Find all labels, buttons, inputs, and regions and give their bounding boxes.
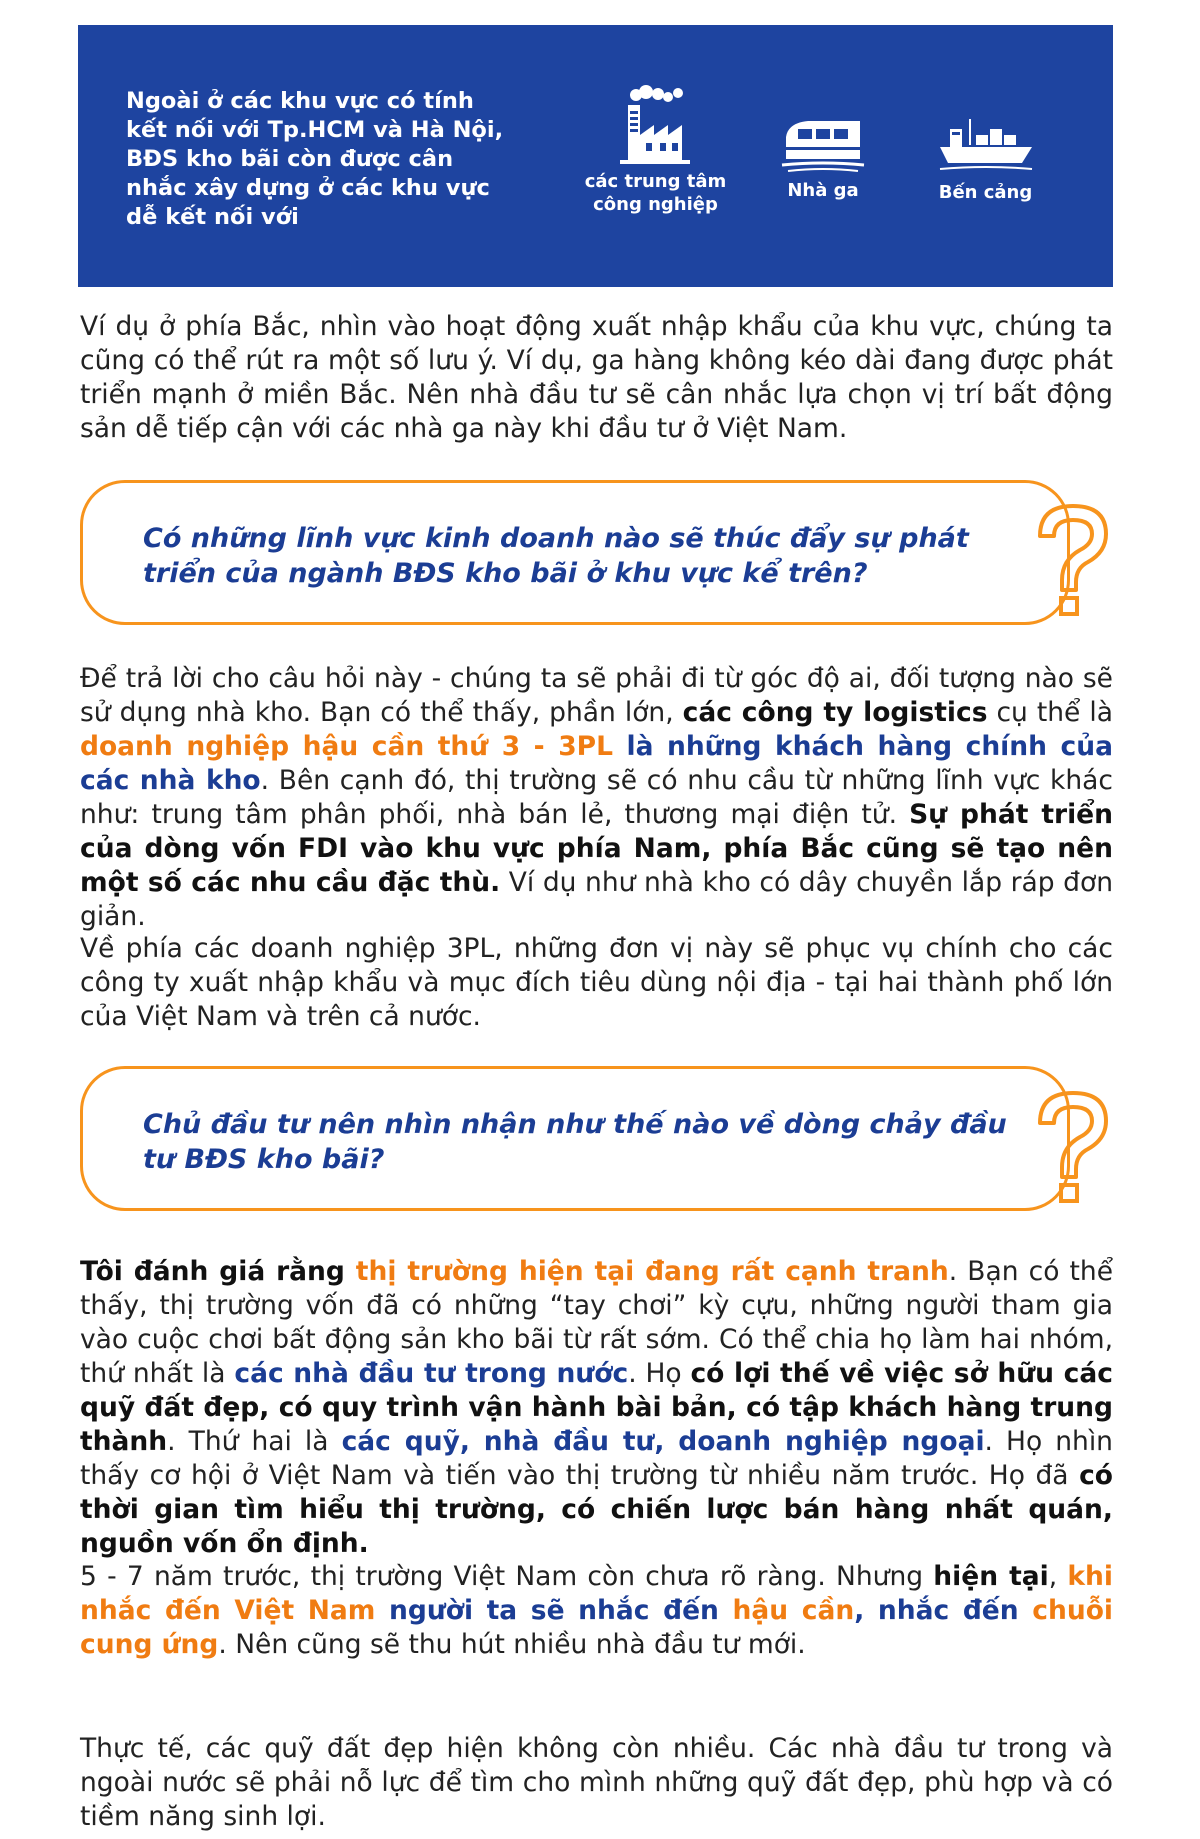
- para4-text-2: . Họ: [628, 1358, 691, 1389]
- cargo-ship-icon: [936, 115, 1036, 177]
- port-label: Bến cảng: [938, 182, 1033, 203]
- para2-orange-1: doanh nghiệp hậu cần thứ 3 - 3PL: [80, 731, 613, 762]
- para2-bold-2: Sự phát triển của dòng vốn FDI vào khu vực phía Nam, phía Bắc cũng sẽ tạo nên một số các nhu cầu đặc thù.: [80, 799, 1113, 898]
- paragraph-1: Ví dụ ở phía Bắc, nhìn vào hoạt động xuất nhập khẩu của khu vực, chúng ta cũng có thể rút ra một số lưu ý. Ví dụ, ga hàng không kéo dài đang được phát triển mạnh ở miền Bắc. Nên nhà đầu tư sẽ cân nhắc lựa chọn vị trí bất động sản dễ tiếp cận với các nhà ga này khi đầu tư ở Việt Nam.: [80, 311, 1113, 444]
- train-label: Nhà ga: [787, 180, 859, 201]
- para4-orange-1: thị trường hiện tại đang rất cạnh tranh: [355, 1256, 949, 1287]
- factory-label: các trung tâm công nghiệp: [584, 171, 727, 215]
- para4-text-4: . Họ nhìn thấy cơ hội ở Việt Nam và tiến vào thị trường từ nhiều năm trước. Họ đã: [80, 1426, 1113, 1491]
- question-box-1: [80, 480, 1070, 625]
- para4-bold-2: có lợi thế về việc sở hữu các quỹ đất đẹp, có quy trình vận hành bài bản, có tập khách hàng trung thành: [80, 1358, 1113, 1457]
- para5-blue-2: , nhắc đến: [854, 1595, 1033, 1626]
- paragraph-5: [80, 1560, 1113, 1662]
- para5-text-3: . Nên cũng sẽ thu hút nhiều nhà đầu tư mới.: [218, 1629, 806, 1660]
- para5-orange-3: chuỗi cung ứng: [80, 1595, 1113, 1660]
- para5-orange-2: hậu cần: [732, 1595, 855, 1626]
- para2-text-1: Để trả lời cho câu hỏi này - chúng ta sẽ phải đi từ góc độ ai, đối tượng nào sẽ sử dụng nhà kho. Bạn có thể thấy, phần lớn,: [80, 663, 1113, 728]
- question-2-text: Chủ đầu tư nên nhìn nhận như thế nào về dòng chảy đầu tư BĐS kho bãi?: [143, 1109, 1007, 1175]
- para5-blue-1: người ta sẽ nhắc đến: [375, 1595, 733, 1626]
- para5-bold-1: hiện tại: [933, 1561, 1049, 1592]
- industrial-center-item: [568, 85, 743, 216]
- port-item: [913, 115, 1058, 204]
- para4-bold-3: có thời gian tìm hiểu thị trường, có chiến lược bán hàng nhất quán, nguồn vốn ổn định.: [80, 1460, 1113, 1559]
- question-mark-icon: [1028, 498, 1118, 626]
- para5-text-2: ,: [1048, 1561, 1068, 1592]
- para5-text-1: 5 - 7 năm trước, thị trường Việt Nam còn chưa rõ ràng. Nhưng: [80, 1561, 934, 1592]
- para2-blue-1: là những khách hàng chính của các nhà kho: [80, 731, 1113, 796]
- question-mark-icon: [1028, 1085, 1118, 1213]
- para2-text-4: Ví dụ như nhà kho có dây chuyền lắp ráp đơn giản.: [80, 867, 1114, 932]
- paragraph-2: [80, 662, 1113, 934]
- train-station-item: [758, 115, 888, 202]
- paragraph-4: [80, 1255, 1113, 1561]
- para4-blue-1: các nhà đầu tư trong nước: [234, 1358, 629, 1389]
- para4-bold-1: Tôi đánh giá rằng: [80, 1256, 356, 1287]
- paragraph-3: Về phía các doanh nghiệp 3PL, những đơn vị này sẽ phục vụ chính cho các công ty xuất nhập khẩu và mục đích tiêu dùng nội địa - tại hai thành phố lớn của Việt Nam và trên cả nước.: [80, 933, 1113, 1032]
- factory-icon: [616, 85, 696, 170]
- para4-text-1: . Bạn có thể thấy, thị trường vốn đã có những “tay chơi” kỳ cựu, những người tham gia vào cuộc chơi bất động sản kho bãi từ rất sớm. Có thể chia họ làm hai nhóm, thứ nhất là: [80, 1256, 1113, 1389]
- paragraph-6: Thực tế, các quỹ đất đẹp hiện không còn nhiều. Các nhà đầu tư trong và ngoài nước sẽ phải nỗ lực để tìm cho mình những quỹ đất đẹp, phù hợp và có tiềm năng sinh lợi.: [80, 1733, 1113, 1832]
- para2-text-3: . Bên cạnh đó, thị trường sẽ có nhu cầu từ những lĩnh vực khác như: trung tâm phân phối, nhà bán lẻ, thương mại điện tử.: [80, 765, 1113, 830]
- para2-bold-1: các công ty logistics: [682, 697, 988, 728]
- para2-text-2: cụ thể là: [987, 697, 1113, 728]
- para4-blue-2: các quỹ, nhà đầu tư, doanh nghiệp ngoại: [341, 1426, 985, 1457]
- para4-text-3: . Thứ hai là: [167, 1426, 342, 1457]
- banner-text: Ngoài ở các khu vực có tính kết nối với Tp.HCM và Hà Nội, BĐS kho bãi còn được cân nhắc xây dựng ở các khu vực dễ kết nối với: [126, 88, 504, 230]
- question-box-2: [80, 1066, 1070, 1211]
- question-1-text: Có những lĩnh vực kinh doanh nào sẽ thúc đẩy sự phát triển của ngành BĐS kho bãi ở khu vực kể trên?: [143, 523, 969, 589]
- intro-banner: [78, 25, 1113, 287]
- train-icon: [778, 115, 868, 175]
- para5-orange-1: khi nhắc đến Việt Nam: [80, 1561, 1113, 1626]
